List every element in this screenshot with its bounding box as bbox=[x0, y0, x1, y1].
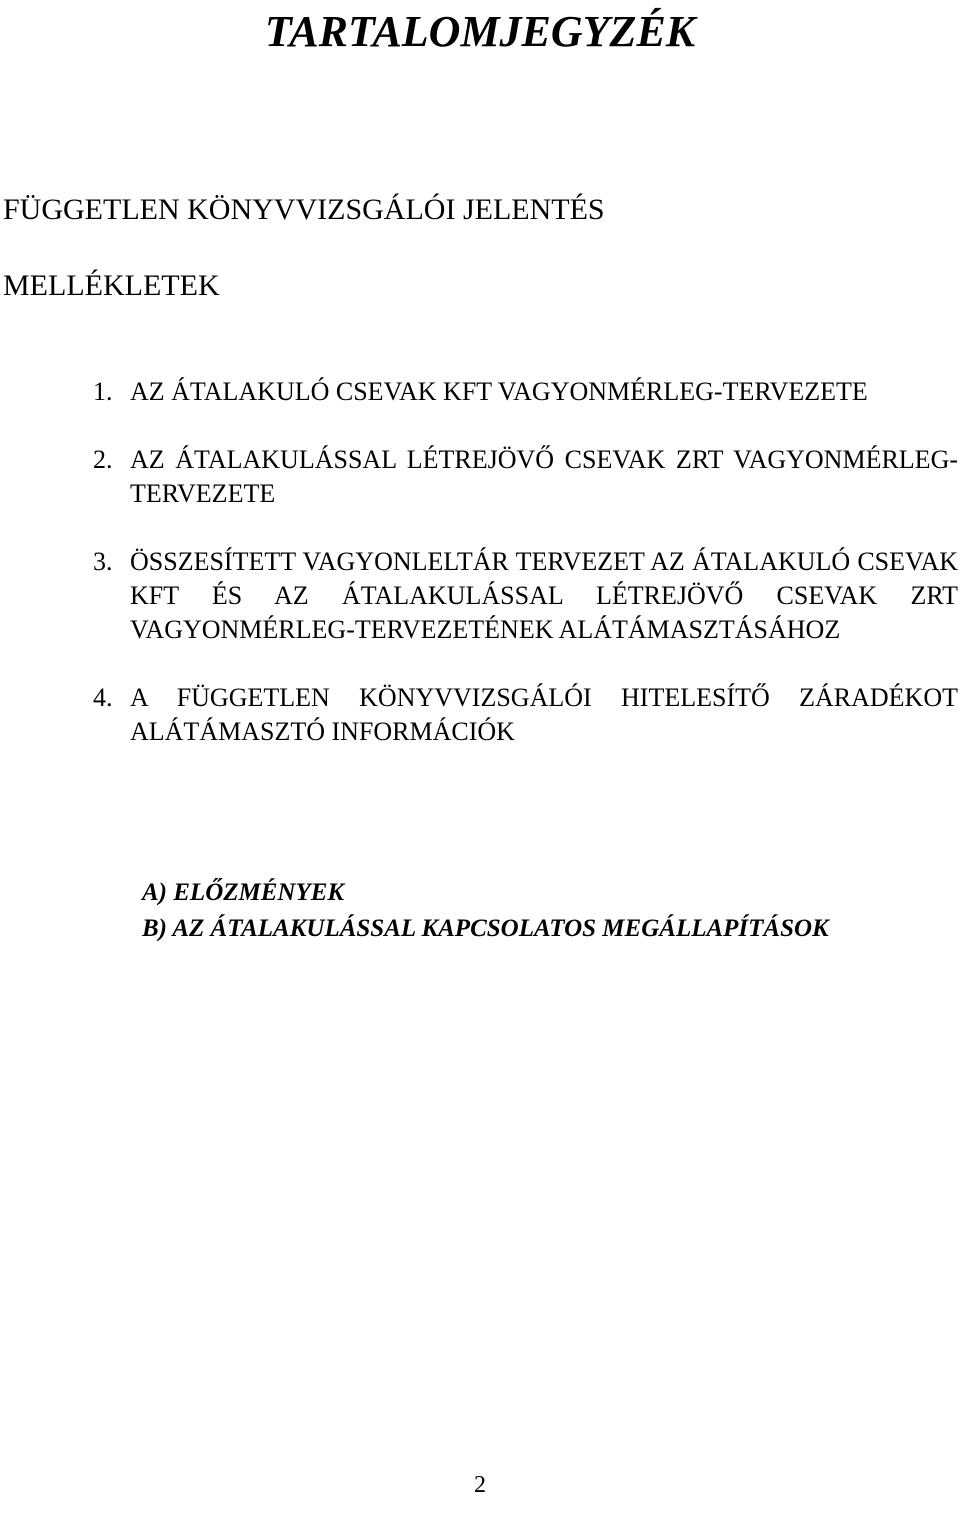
toc-item[interactable] bbox=[0, 681, 960, 749]
toc-item-text: A FÜGGETLEN KÖNYVVIZSGÁLÓI HITELESÍTŐ ZÁRADÉKOT ALÁTÁMASZTÓ INFORMÁCIÓK bbox=[130, 683, 958, 746]
toc-item-number: 1. bbox=[93, 377, 113, 406]
subsection-list bbox=[142, 875, 829, 947]
page-title: TARTALOMJEGYZÉK bbox=[264, 7, 696, 56]
toc-item[interactable] bbox=[0, 443, 960, 511]
subsection-label: A) bbox=[142, 879, 167, 906]
subsection-item[interactable] bbox=[142, 911, 829, 947]
subsection-text: AZ ÁTALAKULÁSSAL KAPCSOLATOS MEGÁLLAPÍTÁSOK bbox=[172, 915, 829, 942]
toc-item[interactable] bbox=[0, 545, 960, 647]
toc-item-text: ÖSSZESÍTETT VAGYONLELTÁR TERVEZET AZ ÁTALAKULÓ CSEVAK KFT ÉS AZ ÁTALAKULÁSSAL LÉTREJÖVŐ CSEVAK ZRT VAGYONMÉRLEG-TERVEZETÉNEK ALÁTÁMASZTÁSÁHOZ bbox=[130, 547, 958, 644]
toc-item-text: AZ ÁTALAKULÓ CSEVAK KFT VAGYONMÉRLEG-TERVEZETE bbox=[130, 377, 868, 406]
toc-item-number: 3. bbox=[93, 547, 113, 576]
page-number: 2 bbox=[474, 1472, 486, 1498]
section-heading-report: FÜGGETLEN KÖNYVVIZSGÁLÓI JELENTÉS bbox=[3, 193, 605, 226]
toc-item-number: 4. bbox=[93, 683, 113, 712]
toc-item[interactable] bbox=[0, 375, 960, 409]
subsection-item[interactable] bbox=[142, 875, 829, 911]
toc-item-number: 2. bbox=[93, 445, 113, 474]
subsection-label: B) bbox=[142, 915, 167, 942]
section-heading-appendices: MELLÉKLETEK bbox=[3, 269, 220, 302]
toc-item-text: AZ ÁTALAKULÁSSAL LÉTREJÖVŐ CSEVAK ZRT VAGYONMÉRLEG-TERVEZETE bbox=[130, 445, 958, 508]
toc-list bbox=[0, 375, 960, 749]
subsection-text: ELŐZMÉNYEK bbox=[173, 879, 345, 906]
